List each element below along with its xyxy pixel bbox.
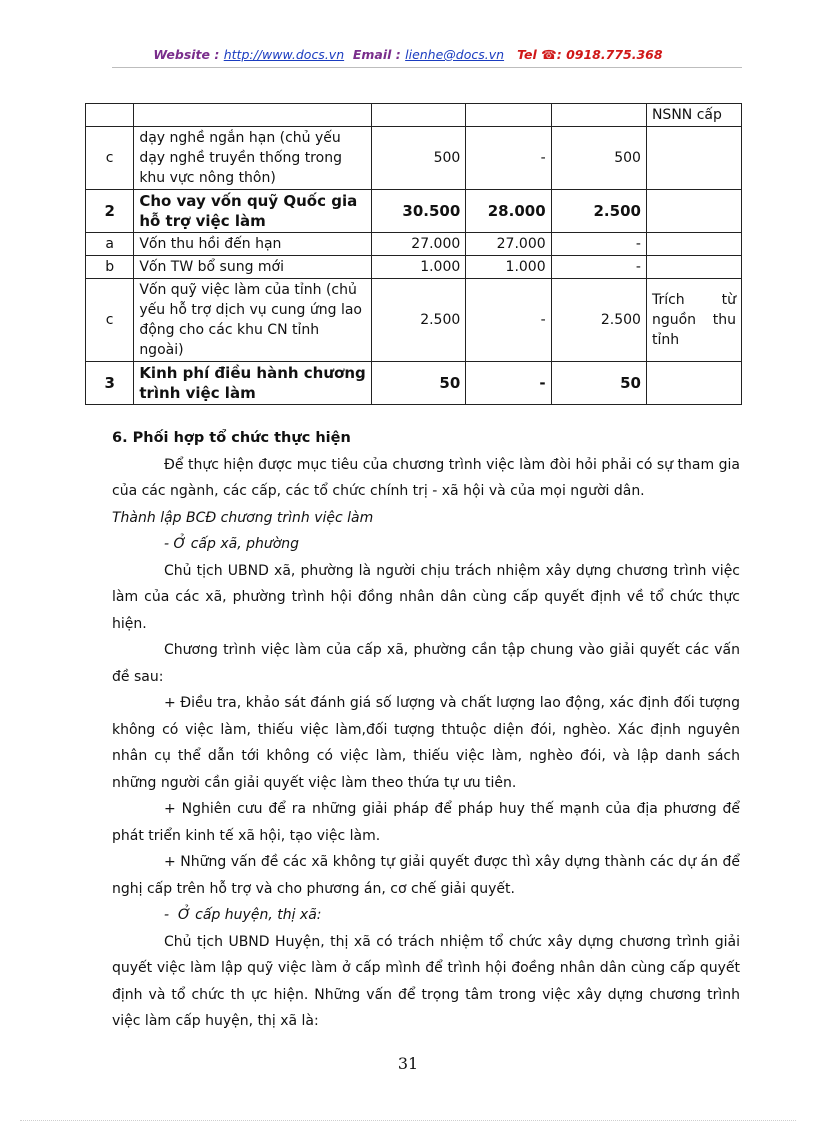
description-cell: Vốn quỹ việc làm của tỉnh (chủ yếu hỗ trợ dịch vụ cung ứng lao động cho các khu CN tỉnh ngoài) xyxy=(134,279,372,362)
row-number-cell: 3 xyxy=(86,362,134,405)
central-cell: 28.000 xyxy=(466,190,551,233)
paragraph: Chủ tịch UBND xã, phường là người chịu trách nhiệm xây dựng chương trình việc làm của các xã, phường trình hội đồng nhân dân cùng cấp quyết định về tổ chức thực hiện. xyxy=(112,562,740,632)
table-row xyxy=(86,190,742,233)
budget-table xyxy=(85,103,742,405)
total-cell: 30.500 xyxy=(371,190,465,233)
table-row xyxy=(86,256,742,279)
local-cell xyxy=(551,104,646,127)
website-label: Website : xyxy=(153,47,220,62)
central-cell: 27.000 xyxy=(466,233,551,256)
note-cell: NSNN cấp xyxy=(646,104,741,127)
local-cell: 2.500 xyxy=(551,279,646,362)
page-number: 31 xyxy=(397,1054,419,1073)
table-row xyxy=(86,104,742,127)
table-row xyxy=(86,233,742,256)
table-row xyxy=(86,362,742,405)
central-cell xyxy=(466,104,551,127)
note-cell xyxy=(646,233,741,256)
subheading: - Ở cấp xã, phường xyxy=(164,536,300,552)
note-cell xyxy=(646,127,741,190)
description-cell: Cho vay vốn quỹ Quốc gia hỗ trợ việc làm xyxy=(134,190,372,233)
row-number-cell: 2 xyxy=(86,190,134,233)
description-cell xyxy=(134,104,372,127)
note-cell: Trích từ nguồn thu tỉnh xyxy=(646,279,741,362)
row-number-cell: b xyxy=(86,256,134,279)
note-cell xyxy=(646,190,741,233)
paragraph: Chủ tịch UBND Huyện, thị xã có trách nhiệm tổ chức xây dựng chương trình giải quyết việc làm lập quỹ việc làm ở cấp mình để trình hội đoềng nhân dân cùng cấp quyết định và tổ chức th ực hiện. Những vấn để trọng tâm trong việc xây dựng chương trình việc làm cấp huyện, thị xã là: xyxy=(112,933,740,1029)
local-cell: 2.500 xyxy=(551,190,646,233)
row-number-cell: c xyxy=(86,279,134,362)
total-cell: 500 xyxy=(371,127,465,190)
central-cell: - xyxy=(466,362,551,405)
row-number-cell: c xyxy=(86,127,134,190)
central-cell: - xyxy=(466,279,551,362)
row-number-cell xyxy=(86,104,134,127)
total-cell xyxy=(371,104,465,127)
description-cell: Kinh phí điều hành chương trình việc làm xyxy=(134,362,372,405)
subheading: Thành lập BCĐ chương trình việc làm xyxy=(112,509,374,526)
paragraph: + Những vấn đề các xã không tự giải quyết được thì xây dựng thành các dự án để nghị cấp trên hỗ trợ và cho phương án, cơ chế giải quyết. xyxy=(112,854,740,897)
section-heading: 6. Phối hợp tổ chức thực hiện xyxy=(112,430,351,446)
email-label: Email : xyxy=(352,47,401,62)
description-cell: dạy nghề ngắn hạn (chủ yếu dạy nghề truyền thống trong khu vực nông thôn) xyxy=(134,127,372,190)
tel-label: Tel ☎: xyxy=(517,47,562,62)
description-cell: Vốn TW bổ sung mới xyxy=(134,256,372,279)
local-cell: - xyxy=(551,256,646,279)
paragraph: + Nghiên cưu để ra những giải pháp để pháp huy thế mạnh của địa phương để phát triển kinh tế xã hội, tạo việc làm. xyxy=(112,801,740,844)
total-cell: 50 xyxy=(371,362,465,405)
local-cell: 50 xyxy=(551,362,646,405)
total-cell: 27.000 xyxy=(371,233,465,256)
table-row xyxy=(86,127,742,190)
note-cell xyxy=(646,362,741,405)
total-cell: 2.500 xyxy=(371,279,465,362)
section-body xyxy=(112,425,740,1035)
note-cell xyxy=(646,256,741,279)
row-number-cell: a xyxy=(86,233,134,256)
tel-number: 0918.775.368 xyxy=(566,47,663,62)
email-link[interactable]: lienhe@docs.vn xyxy=(405,47,505,62)
total-cell: 1.000 xyxy=(371,256,465,279)
paragraph: Để thực hiện được mục tiêu của chương trình việc làm đòi hỏi phải có sự tham gia của các ngành, các cấp, các tổ chức chính trị - xã hội và của mọi người dân. xyxy=(112,456,740,499)
central-cell: 1.000 xyxy=(466,256,551,279)
paragraph: + Điều tra, khảo sát đánh giá số lượng và chất lượng lao động, xác định đối tượng không có việc làm, thiếu việc làm,đối tượng thtuộc diện đói, nghèo. Xác định nguyên nhân cụ thể dẫn tới không có việc làm, thiếu việc làm, nghèo đói, và lập danh sách những người cần giải quyết việc làm theo thứa tự ưu tiên. xyxy=(112,695,740,791)
page-header xyxy=(0,47,816,62)
paragraph: Chương trình việc làm của cấp xã, phường cần tập chung vào giải quyết các vấn đề sau: xyxy=(112,642,740,685)
local-cell: 500 xyxy=(551,127,646,190)
header-divider xyxy=(112,67,742,68)
description-cell: Vốn thu hồi đến hạn xyxy=(134,233,372,256)
local-cell: - xyxy=(551,233,646,256)
website-link[interactable]: http://www.docs.vn xyxy=(223,47,345,62)
central-cell: - xyxy=(466,127,551,190)
subheading: - Ở cấp huyện, thị xã: xyxy=(164,907,322,923)
footer-divider xyxy=(20,1120,796,1121)
table-row xyxy=(86,279,742,362)
